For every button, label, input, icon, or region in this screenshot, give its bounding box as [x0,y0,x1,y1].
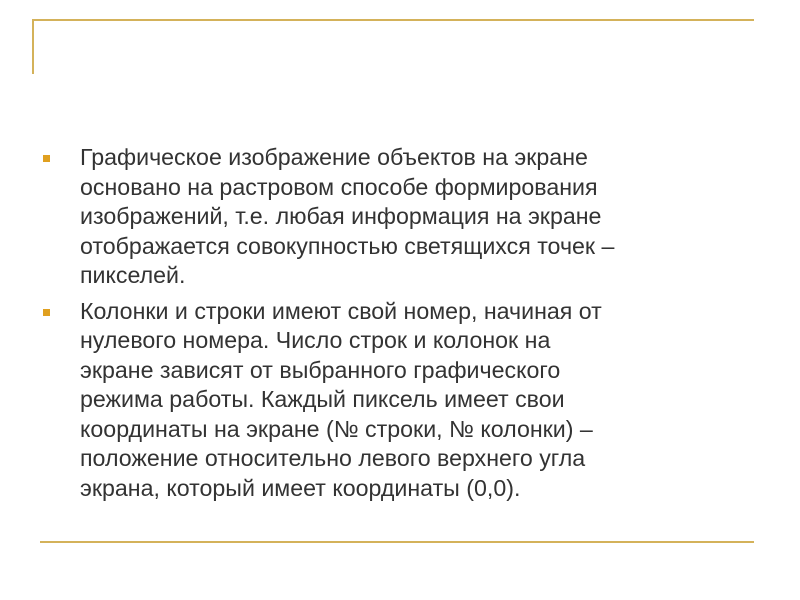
top-accent-rule [32,19,754,21]
bullet-line: отображается совокупностью светящихся точек – [80,232,615,259]
bullet-line: координаты на экране (№ строки, № колонки) – [80,415,593,442]
bullet-line: Колонки и строки имеют свой номер, начиная от [80,297,602,324]
bullet-line: экране зависят от выбранного графического [80,356,561,383]
bullet-line: пикселей. [80,262,186,288]
bottom-accent-rule [40,541,754,543]
bullet-line: экрана, который имеет координаты (0,0). [80,474,521,501]
square-bullet-icon [43,155,50,162]
bullet-line: Графическое изображение объектов на экране [80,144,588,170]
bullet-line: нулевого номера. Число строк и колонок на [80,327,551,353]
bullet-item-1 [40,143,740,291]
left-accent-rule [32,19,34,74]
bullet-line: основано на растровом способе формирования [80,173,598,200]
slide-body [40,143,740,509]
bullet-line: изображений, т.е. любая информация на экране [80,203,602,229]
bullet-line: положение относительно левого верхнего угла [80,445,586,471]
bullet-line: режима работы. Каждый пиксель имеет свои [80,386,565,412]
bullet-item-2 [40,297,740,504]
square-bullet-icon [43,309,50,316]
